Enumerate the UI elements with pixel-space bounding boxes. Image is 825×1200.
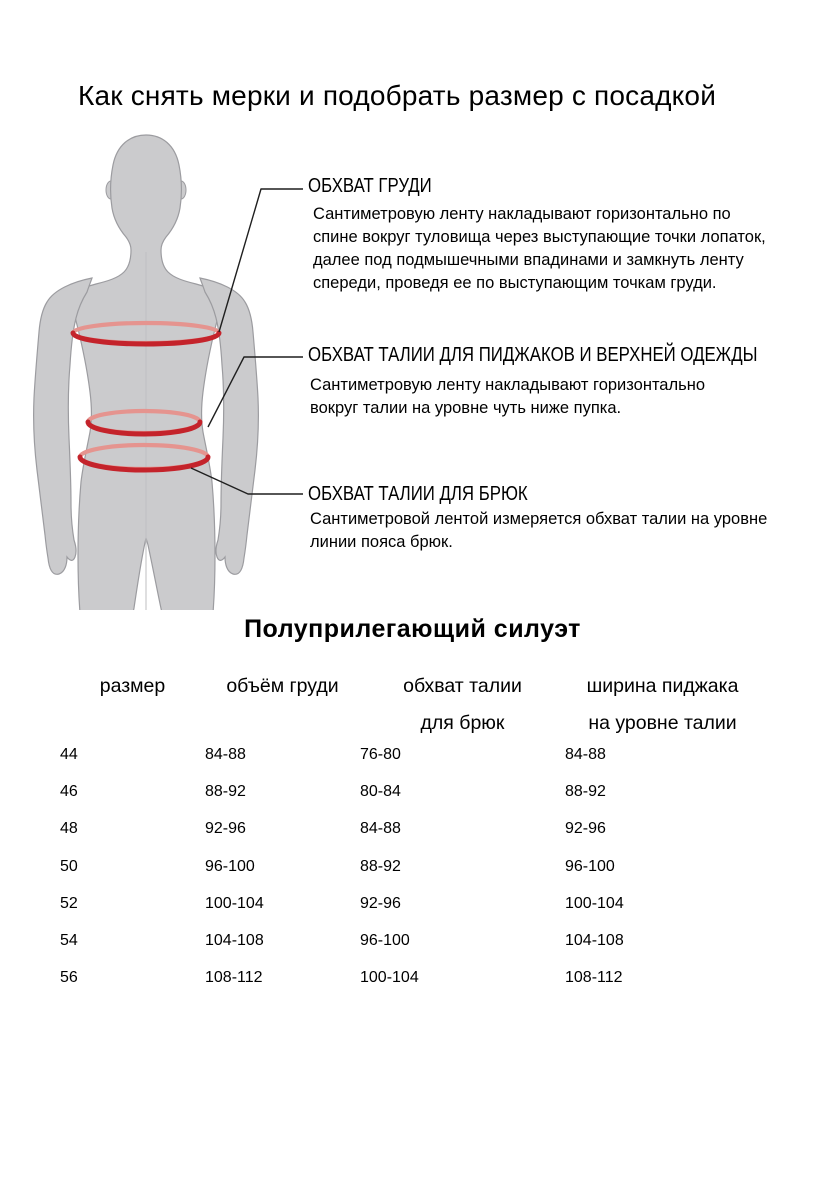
table-cell: 100-104 <box>565 894 624 912</box>
annotation-description-chest: Сантиметровую ленту накладывают горизонтально по спине вокруг туловища через выступающие точки лопаток, далее под подмышечными впадинами и замкнуть ленту спереди, проведя ее по выступающим точкам груди. <box>313 205 766 292</box>
column-header-size: размер <box>99 675 166 697</box>
table-cell: 50 <box>60 857 78 875</box>
table-cell: 88-92 <box>360 857 401 875</box>
table-row <box>60 811 760 848</box>
annotation-label-text: ОБХВАТ ТАЛИИ ДЛЯ БРЮК <box>308 483 528 505</box>
table-cell: 48 <box>60 820 78 838</box>
table-row <box>60 960 760 997</box>
annotation-description-trouser-waist: Сантиметровой лентой измеряется обхват талии на уровне линии пояса брюк. <box>310 510 768 551</box>
column-header-jacket-width: ширина пиджака на уровне талии <box>586 675 739 734</box>
table-row <box>60 848 760 885</box>
page-title: Как снять мерки и подобрать размер с посадкой <box>78 80 717 111</box>
table-row <box>60 885 760 922</box>
column-header-trouser-waist: обхват талии для брюк <box>403 675 522 734</box>
column-header-chest: объём груди <box>226 675 339 697</box>
table-row <box>60 922 760 959</box>
table-cell: 88-92 <box>565 782 606 800</box>
table-cell: 46 <box>60 782 78 800</box>
table-cell: 96-100 <box>360 932 410 950</box>
table-cell: 88-92 <box>205 782 246 800</box>
annotation-label-text: ОБХВАТ ТАЛИИ ДЛЯ ПИДЖАКОВ И ВЕРХНЕЙ ОДЕЖДЫ <box>308 344 758 366</box>
annotation-label-chest <box>308 175 455 198</box>
annotation-description-jacket-waist: Сантиметровую ленту накладывают горизонтально вокруг талии на уровне чуть ниже пупка. <box>310 376 706 417</box>
table-cell: 100-104 <box>360 969 419 987</box>
table-row <box>60 773 760 810</box>
annotation-label-jacket-waist <box>308 344 825 367</box>
table-cell: 92-96 <box>205 820 246 838</box>
table-cell: 108-112 <box>565 969 623 987</box>
table-cell: 104-108 <box>565 932 624 950</box>
table-cell: 84-88 <box>205 745 246 763</box>
table-cell: 104-108 <box>205 932 264 950</box>
table-cell: 108-112 <box>205 969 263 987</box>
size-table-body <box>60 736 760 997</box>
table-cell: 92-96 <box>360 894 401 912</box>
table-cell: 96-100 <box>565 857 615 875</box>
annotation-label-text: ОБХВАТ ГРУДИ <box>308 175 432 197</box>
size-table-header <box>60 668 760 742</box>
table-row <box>60 736 760 773</box>
table-cell: 44 <box>60 745 78 763</box>
table-cell: 96-100 <box>205 857 255 875</box>
table-cell: 52 <box>60 894 78 912</box>
table-cell: 80-84 <box>360 782 401 800</box>
table-cell: 84-88 <box>360 820 401 838</box>
table-cell: 76-80 <box>360 745 401 763</box>
table-cell: 100-104 <box>205 894 264 912</box>
table-cell: 84-88 <box>565 745 606 763</box>
size-table-title: Полуприлегающий силуэт <box>244 615 581 643</box>
table-cell: 92-96 <box>565 820 606 838</box>
measurement-figure <box>0 120 320 610</box>
table-cell: 54 <box>60 932 78 950</box>
table-cell: 56 <box>60 969 78 987</box>
annotation-label-trouser-waist <box>308 483 570 506</box>
